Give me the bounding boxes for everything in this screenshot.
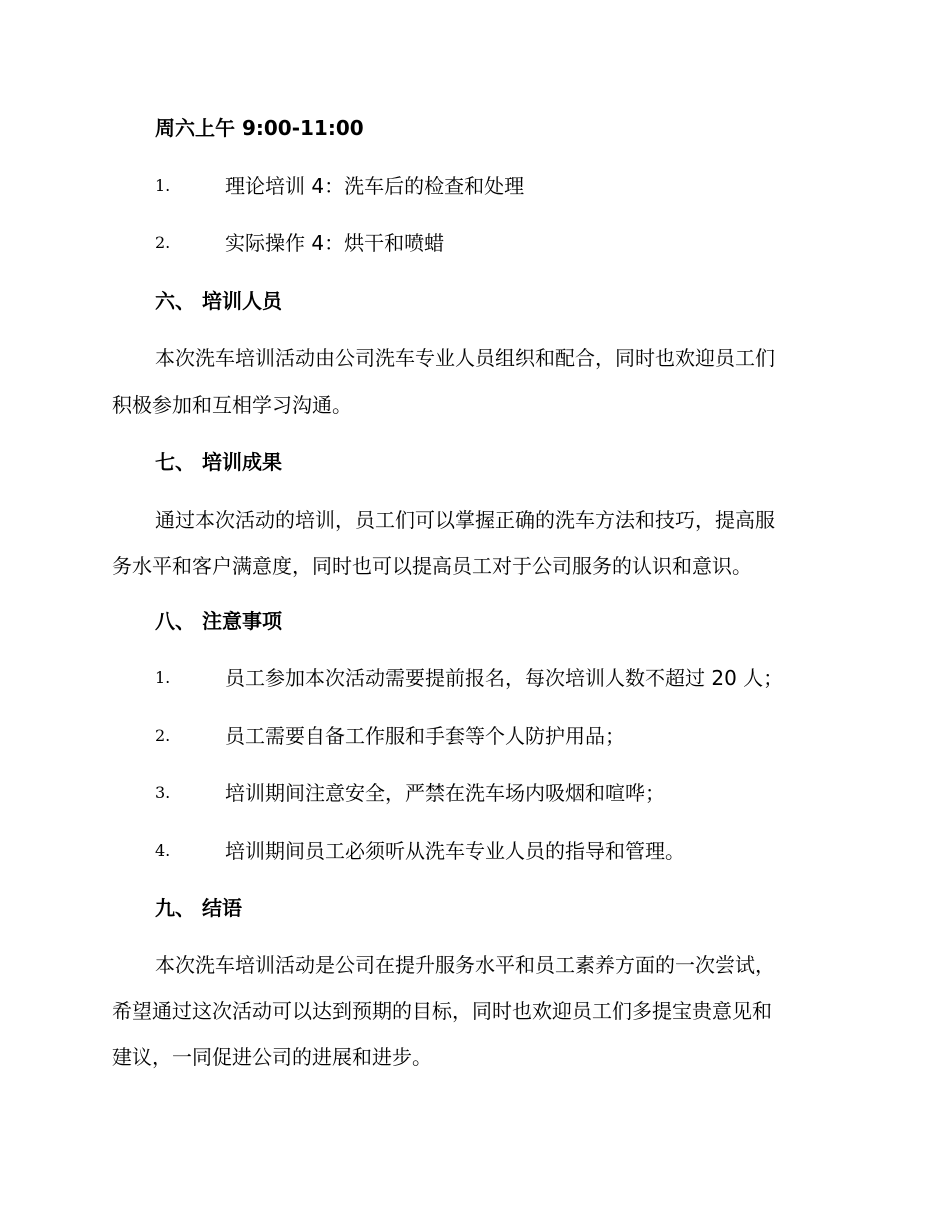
section-heading-notes: 八、 注意事项 bbox=[155, 609, 282, 633]
list-number: 1. bbox=[155, 176, 171, 195]
list-item bbox=[155, 229, 835, 257]
paragraph-line: 务水平和客户满意度，同时也可以提高员工对于公司服务的认识和意识。 bbox=[112, 554, 752, 578]
list-number: 4. bbox=[155, 841, 171, 860]
list-number: 2. bbox=[155, 233, 171, 252]
list-text: 员工需要自备工作服和手套等个人防护用品； bbox=[225, 724, 625, 748]
paragraph-line: 通过本次活动的培训，员工们可以掌握正确的洗车方法和技巧，提高服 bbox=[155, 508, 775, 532]
paragraph-line: 建议，一同促进公司的进展和进步。 bbox=[112, 1045, 432, 1069]
list-item bbox=[155, 664, 835, 692]
paragraph-line: 本次洗车培训活动是公司在提升服务水平和员工素养方面的一次尝试， bbox=[155, 953, 775, 977]
list-item bbox=[155, 722, 835, 750]
section-heading-results: 七、 培训成果 bbox=[155, 450, 282, 474]
schedule-heading: 周六上午 9:00-11:00 bbox=[155, 116, 364, 140]
paragraph-line: 希望通过这次活动可以达到预期的目标，同时也欢迎员工们多提宝贵意见和 bbox=[112, 999, 772, 1023]
list-text: 培训期间员工必须听从洗车专业人员的指导和管理。 bbox=[225, 839, 685, 863]
section-heading-conclusion: 九、 结语 bbox=[155, 896, 242, 920]
list-number: 1. bbox=[155, 668, 171, 687]
list-item bbox=[155, 172, 835, 200]
list-item bbox=[155, 779, 835, 807]
list-number: 3. bbox=[155, 783, 171, 802]
list-text: 理论培训 4：洗车后的检查和处理 bbox=[225, 174, 525, 198]
paragraph-line: 本次洗车培训活动由公司洗车专业人员组织和配合，同时也欢迎员工们 bbox=[155, 346, 775, 370]
list-text: 员工参加本次活动需要提前报名，每次培训人数不超过 20 人； bbox=[225, 666, 784, 690]
paragraph-line: 积极参加和互相学习沟通。 bbox=[112, 393, 352, 417]
list-text: 培训期间注意安全，严禁在洗车场内吸烟和喧哗； bbox=[225, 781, 665, 805]
section-heading-staff: 六、 培训人员 bbox=[155, 289, 282, 313]
list-item bbox=[155, 837, 835, 865]
list-number: 2. bbox=[155, 726, 171, 745]
list-text: 实际操作 4：烘干和喷蜡 bbox=[225, 231, 445, 255]
